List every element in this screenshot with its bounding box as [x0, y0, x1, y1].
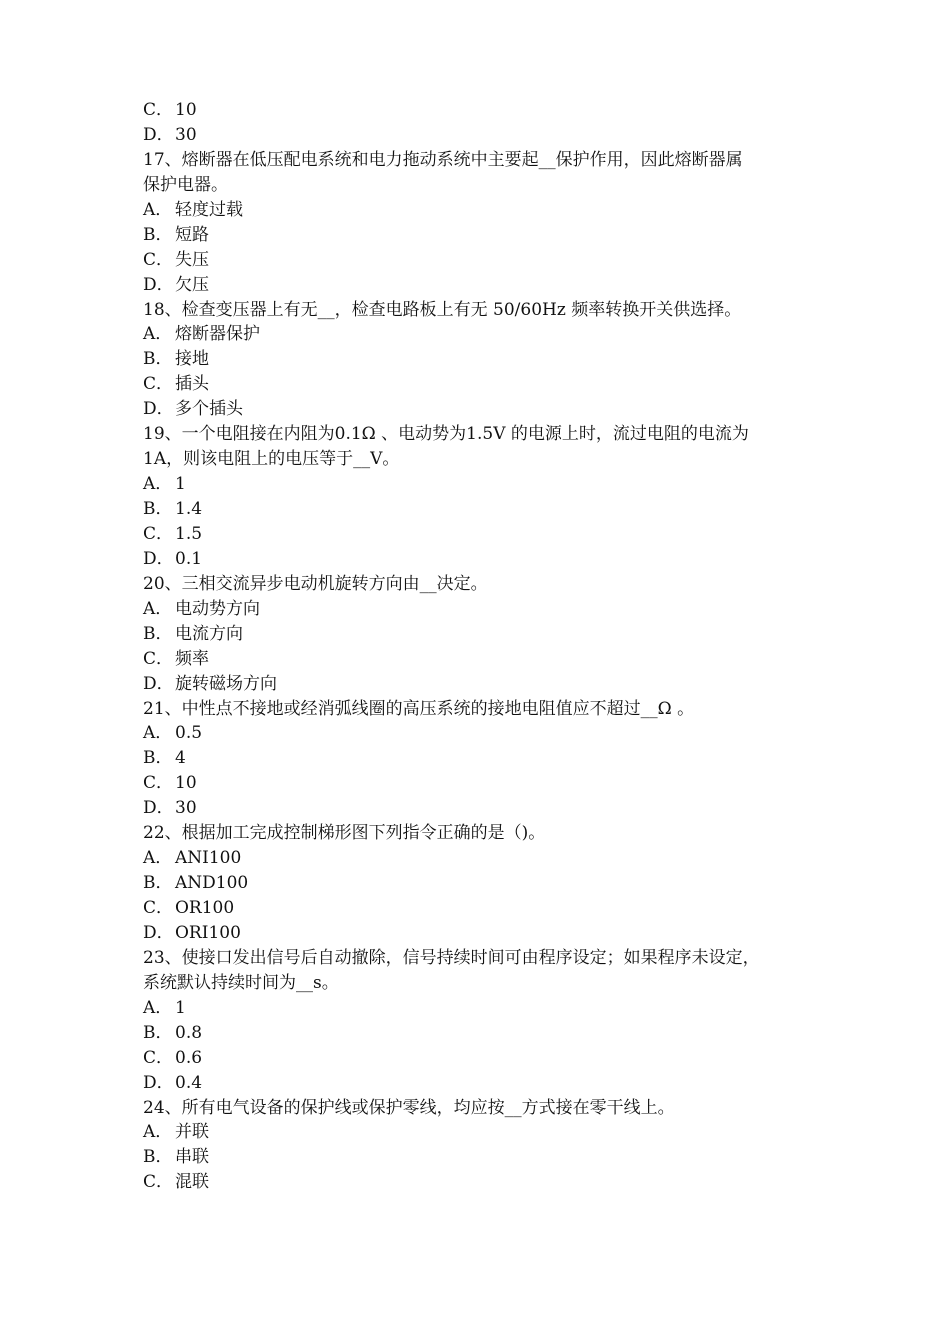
- answer-option: [143, 397, 823, 422]
- question-line: 22、根据加工完成控制梯形图下列指令正确的是（)。: [143, 823, 546, 844]
- question-text: [143, 173, 823, 198]
- option-letter: B．: [143, 873, 173, 894]
- option-text: 短路: [175, 224, 209, 245]
- answer-option: [143, 771, 823, 796]
- answer-option: [143, 597, 823, 622]
- option-text: 1.4: [175, 499, 203, 519]
- answer-option: [143, 1046, 823, 1071]
- option-letter: C．: [143, 1172, 174, 1193]
- answer-option: [143, 896, 823, 921]
- option-letter: A．: [143, 598, 173, 619]
- option-text: 混联: [175, 1172, 209, 1193]
- option-text: 并联: [175, 1122, 209, 1143]
- option-letter: A．: [143, 474, 173, 495]
- option-letter: D．: [143, 673, 174, 694]
- document-page: [143, 98, 823, 1195]
- option-letter: C．: [143, 374, 174, 395]
- option-letter: B．: [143, 1147, 173, 1168]
- question-line: 18、检查变压器上有无__，检查电路板上有无 50/60Hz 频率转换开关供选择。: [143, 299, 742, 320]
- question-line: 17、熔断器在低压配电系统和电力拖动系统中主要起__保护作用，因此熔断器属: [143, 149, 743, 170]
- answer-option: [143, 746, 823, 771]
- option-letter: C．: [143, 648, 174, 669]
- option-letter: A．: [143, 324, 173, 345]
- question-line: 1A，则该电阻上的电压等于__V。: [143, 449, 400, 470]
- option-letter: D．: [143, 548, 174, 569]
- answer-option: [143, 522, 823, 547]
- answer-option: [143, 273, 823, 298]
- option-text: ANI100: [175, 848, 242, 869]
- option-text: 0.4: [175, 1072, 203, 1093]
- option-text: 欠压: [175, 274, 209, 295]
- option-letter: D．: [143, 399, 174, 420]
- option-letter: B．: [143, 224, 173, 245]
- option-text: 接地: [175, 349, 209, 370]
- question-text: [143, 946, 823, 971]
- option-letter: A．: [143, 1122, 173, 1143]
- option-letter: D．: [143, 922, 174, 943]
- option-text: AND100: [175, 873, 249, 894]
- question-line: 19、一个电阻接在内阻为0.1Ω 、电动势为1.5V 的电源上时，流过电阻的电流为: [143, 424, 749, 445]
- answer-option: [143, 1071, 823, 1096]
- option-letter: A．: [143, 848, 173, 869]
- option-text: 1.5: [175, 523, 203, 544]
- option-letter: A．: [143, 199, 173, 220]
- answer-option: [143, 223, 823, 248]
- option-text: 1: [175, 997, 186, 1018]
- option-text: 串联: [175, 1147, 209, 1168]
- answer-option: [143, 1170, 823, 1195]
- question-line: 21、中性点不接地或经消弧线圈的高压系统的接地电阻值应不超过__Ω 。: [143, 698, 695, 719]
- answer-option: [143, 622, 823, 647]
- option-text: 10: [175, 773, 197, 794]
- option-text: 轻度过载: [175, 199, 243, 220]
- answer-option: [143, 672, 823, 697]
- question-text: [143, 697, 823, 722]
- option-letter: C．: [143, 249, 174, 270]
- option-letter: D．: [143, 274, 174, 295]
- question-line: 系统默认持续时间为__s。: [143, 972, 339, 993]
- option-text: OR100: [175, 898, 235, 918]
- question-line: 20、三相交流异步电动机旋转方向由__决定。: [143, 573, 488, 594]
- option-text: 熔断器保护: [175, 324, 260, 345]
- option-text: 4: [175, 748, 186, 769]
- question-text: [143, 821, 823, 846]
- answer-option: [143, 372, 823, 397]
- option-letter: B．: [143, 623, 173, 644]
- option-letter: C．: [143, 773, 174, 794]
- answer-option: [143, 497, 823, 522]
- option-letter: C．: [143, 523, 174, 544]
- option-text: ORI100: [175, 922, 241, 943]
- answer-option: [143, 1145, 823, 1170]
- answer-option: [143, 647, 823, 672]
- option-text: 0.5: [175, 723, 203, 744]
- question-text: [143, 298, 823, 323]
- option-letter: D．: [143, 1072, 174, 1093]
- option-text: 频率: [175, 648, 209, 669]
- option-text: 电流方向: [175, 623, 243, 644]
- option-text: 0.6: [175, 1047, 203, 1068]
- question-line: 24、所有电气设备的保护线或保护零线，均应按__方式接在零干线上。: [143, 1097, 675, 1118]
- option-letter: B．: [143, 748, 173, 769]
- question-line: 保护电器。: [143, 174, 228, 195]
- option-text: 0.8: [175, 1022, 203, 1043]
- answer-option: [143, 98, 823, 123]
- option-letter: A．: [143, 997, 173, 1018]
- option-text: 旋转磁场方向: [175, 673, 277, 694]
- option-text: 0.1: [175, 548, 203, 569]
- answer-option: [143, 996, 823, 1021]
- option-letter: C．: [143, 1047, 174, 1068]
- option-text: 30: [175, 798, 197, 819]
- answer-option: [143, 347, 823, 372]
- answer-option: [143, 123, 823, 148]
- option-letter: B．: [143, 499, 173, 519]
- answer-option: [143, 198, 823, 223]
- question-text: [143, 971, 823, 996]
- option-letter: C．: [143, 100, 174, 120]
- answer-option: [143, 921, 823, 946]
- option-text: 10: [175, 100, 197, 120]
- option-letter: D．: [143, 798, 174, 819]
- question-text: [143, 422, 823, 447]
- question-text: [143, 148, 823, 173]
- option-letter: B．: [143, 349, 173, 370]
- answer-option: [143, 322, 823, 347]
- answer-option: [143, 472, 823, 497]
- answer-option: [143, 796, 823, 821]
- answer-option: [143, 846, 823, 871]
- answer-option: [143, 547, 823, 572]
- question-text: [143, 572, 823, 597]
- answer-option: [143, 1021, 823, 1046]
- option-text: 插头: [175, 374, 209, 395]
- option-text: 多个插头: [175, 399, 243, 420]
- option-letter: B．: [143, 1022, 173, 1043]
- question-line: 23、使接口发出信号后自动撤除，信号持续时间可由程序设定；如果程序未设定，: [143, 947, 760, 968]
- option-text: 电动势方向: [175, 598, 260, 619]
- option-letter: C．: [143, 898, 174, 918]
- answer-option: [143, 871, 823, 896]
- answer-option: [143, 248, 823, 273]
- question-text: [143, 1096, 823, 1121]
- answer-option: [143, 1120, 823, 1145]
- option-letter: D．: [143, 124, 174, 145]
- answer-option: [143, 721, 823, 746]
- question-text: [143, 447, 823, 472]
- option-letter: A．: [143, 723, 173, 744]
- option-text: 1: [175, 474, 186, 495]
- option-text: 失压: [175, 249, 209, 270]
- option-text: 30: [175, 124, 197, 145]
